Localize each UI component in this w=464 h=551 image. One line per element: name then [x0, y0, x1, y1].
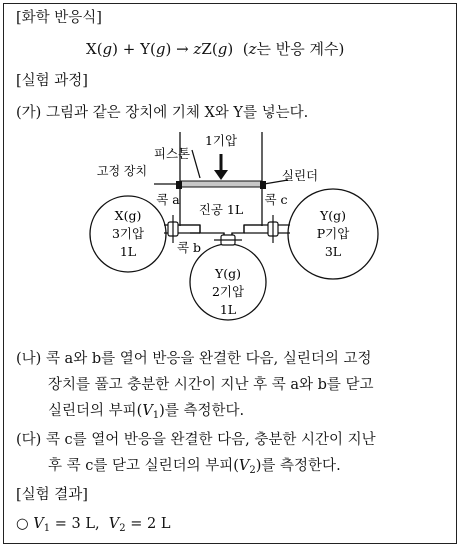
flask-left-pressure: 3기압	[111, 226, 145, 241]
procedure-heading: [실험 과정]	[16, 73, 88, 89]
pressure-arrow	[214, 170, 228, 180]
step-da-line1: (다) 콕 c를 열어 반응을 완결한 다음, 충분한 시간이 지난	[16, 432, 376, 448]
fixing-pin-right	[260, 181, 266, 189]
flask-left-gas: X(g)	[114, 208, 142, 223]
valve-b-icon	[214, 235, 242, 245]
flask-bottom-pressure: 2기압	[211, 284, 245, 299]
result-values: ○ $V_1 = 3$ L, $V_2 = 2$ L	[16, 516, 171, 534]
flask-right-gas: Y(g)	[319, 208, 347, 223]
flask-bottom-gas: Y(g)	[214, 266, 242, 281]
valve-c-icon	[268, 215, 278, 243]
valve-b-label: 콕 b	[176, 240, 202, 255]
piston-pointer	[192, 150, 200, 178]
step-da-line2: 후 콕 c를 닫고 실린더의 부피$(V_2)$를 측정한다.	[48, 458, 341, 476]
piston-label: 피스톤	[153, 146, 191, 161]
cylinder-label: 실린더	[281, 168, 319, 183]
piston	[181, 181, 261, 187]
result-heading: [실험 결과]	[16, 487, 88, 503]
step-na-line3: 실린더의 부피$(V_1)$를 측정한다.	[48, 403, 245, 421]
step-na-line2: 장치를 풀고 충분한 시간이 지난 후 콕 a와 b를 닫고	[48, 377, 374, 393]
reaction-equation: X(g) + Y(g) → zZ(g) (z는 반응 계수)	[86, 40, 345, 58]
flask-right-pressure: P기압	[316, 226, 350, 241]
apparatus-diagram	[0, 128, 464, 343]
fixing-device-label: 고정 장치	[96, 164, 148, 178]
valve-c-label: 콕 c	[264, 192, 288, 207]
vacuum-label: 진공 1L	[198, 202, 244, 217]
valve-a-icon	[168, 215, 178, 243]
step-na-line1: (나) 콕 a와 b를 열어 반응을 완결한 다음, 실린더의 고정	[16, 351, 372, 367]
valve-a-label: 콕 a	[156, 192, 180, 207]
step-ga: (가) 그림과 같은 장치에 기체 X와 Y를 넣는다.	[16, 105, 309, 121]
reaction-heading: [화학 반응식]	[16, 10, 102, 26]
flask-bottom-volume: 1L	[219, 302, 237, 317]
flask-right-volume: 3L	[324, 244, 342, 259]
flask-left-volume: 1L	[119, 244, 137, 259]
fixing-pin-left	[176, 181, 182, 189]
pressure-top-label: 1기압	[204, 133, 238, 148]
